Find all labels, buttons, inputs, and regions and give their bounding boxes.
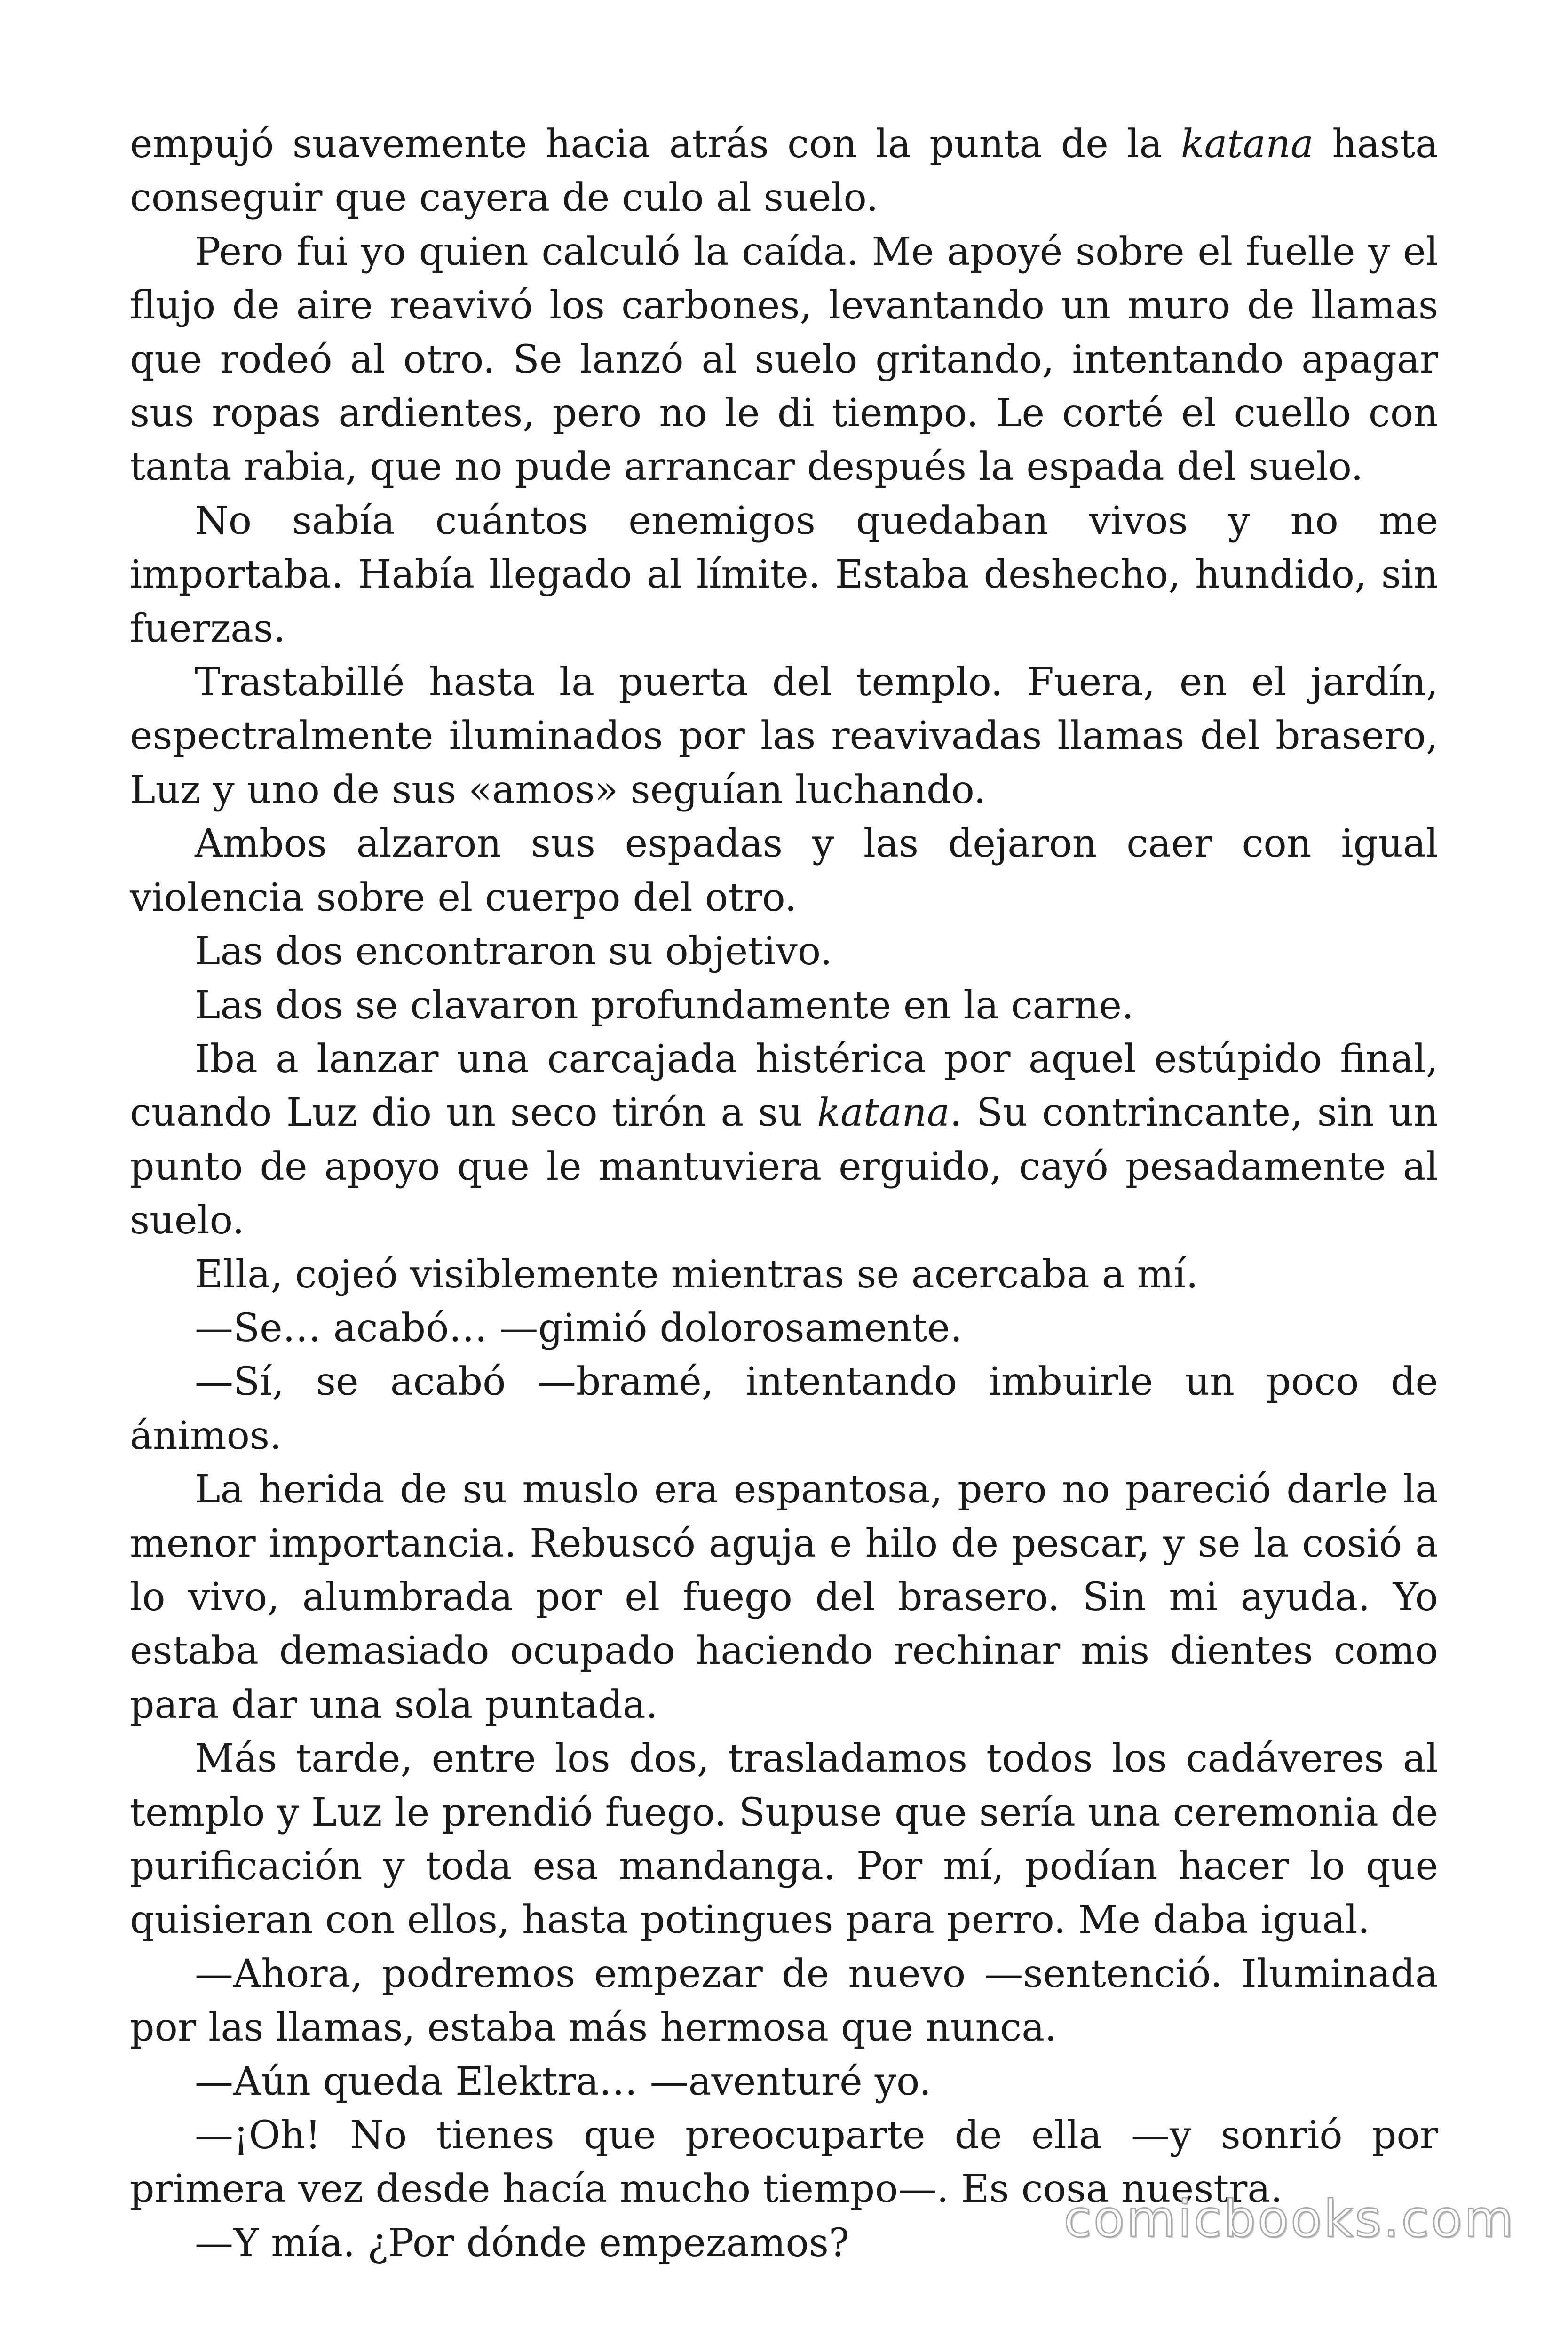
paragraph — [130, 656, 1438, 817]
paragraph — [130, 225, 1438, 494]
text-run: —Se… acabó… —gimió dolorosamente. — [195, 1305, 963, 1351]
text-run: —Aún queda Elektra… —aventuré yo. — [195, 2059, 932, 2104]
paragraph — [130, 494, 1438, 656]
paragraph — [130, 925, 1438, 978]
text-run: Más tarde, entre los dos, trasladamos todos los cadáveres al templo y Luz le prendió fuego. Supuse que sería una ceremonia de purificación y toda esa mandanga. Por mí, podían hacer lo que quisieran con ellos, hasta potingues para perro. Me daba igual. — [130, 1736, 1438, 1943]
text-run: Ambos alzaron sus espadas y las dejaron caer con igual violencia sobre el cuerpo del otro. — [130, 821, 1438, 920]
paragraph — [130, 2055, 1438, 2109]
italic-text: katana — [1180, 122, 1314, 167]
text-run: Las dos se clavaron profundamente en la carne. — [195, 983, 1134, 1028]
paragraph — [130, 1302, 1438, 1355]
text-run: Iba a lanzar una carcajada histérica por aquel estúpido final, cuando Luz dio un seco tirón a su — [130, 1036, 1438, 1136]
text-run: Pero fui yo quien calculó la caída. Me apoyé sobre el fuelle y el flujo de aire reavivó los carbones, levantando un muro de llamas que rodeó al otro. Se lanzó al suelo gritando, intentando apagar sus ropas ardientes, pero no le di tiempo. Le corté el cuello con tanta rabia, que no pude arrancar después la espada del suelo. — [130, 229, 1438, 490]
text-run: Las dos encontraron su objetivo. — [195, 929, 832, 974]
text-run: La herida de su muslo era espantosa, pero no pareció darle la menor importancia. Rebuscó aguja e hilo de pescar, y se la cosió a lo vivo, alumbrada por el fuego del brasero. Sin mi ayuda. Yo estaba demasiado ocupado haciendo rechinar mis dientes como para dar una sola puntada. — [130, 1467, 1438, 1727]
text-run: hasta conseguir que cayera de culo al suelo. — [130, 122, 1438, 221]
text-run: —Sí, se acabó —bramé, intentando imbuirle un poco de ánimos. — [130, 1359, 1438, 1458]
paragraph — [130, 1248, 1438, 1302]
text-run: —Ahora, podremos empezar de nuevo —sentenció. Iluminada por las llamas, estaba más hermosa que nunca. — [130, 1951, 1438, 2050]
text-run: No sabía cuántos enemigos quedaban vivos y no me importaba. Había llegado al límite. Estaba deshecho, hundido, sin fuerzas. — [130, 498, 1438, 651]
paragraph — [130, 1033, 1438, 1248]
paragraph — [130, 1355, 1438, 1463]
paragraph — [130, 118, 1438, 225]
text-run: —Y mía. ¿Por dónde empezamos? — [195, 2220, 849, 2265]
page-body — [130, 118, 1438, 2270]
paragraph — [130, 979, 1438, 1033]
text-run: . Su contrincante, sin un punto de apoyo que le mantuviera erguido, cayó pesadamente al suelo. — [130, 1090, 1439, 1243]
text-run: —¡Oh! No tienes que preocuparte de ella —y sonrió por primera vez desde hacía mucho tiempo—. Es cosa nuestra. — [130, 2113, 1438, 2212]
text-run: empujó suavemente hacia atrás con la punta de la — [130, 122, 1181, 167]
italic-text: katana — [817, 1090, 950, 1136]
paragraph — [130, 1463, 1438, 1732]
text-run: Ella, cojeó visiblemente mientras se acercaba a mí. — [195, 1252, 1198, 1297]
paragraph — [130, 817, 1438, 925]
text-run: Trastabillé hasta la puerta del templo. Fuera, en el jardín, espectralmente iluminados por las reavivadas llamas del brasero, Luz y uno de sus «amos» seguían luchando. — [130, 660, 1438, 812]
site-watermark: comicbooks.com — [1063, 2190, 1515, 2249]
paragraph — [130, 1732, 1438, 1947]
paragraph — [130, 1947, 1438, 2055]
